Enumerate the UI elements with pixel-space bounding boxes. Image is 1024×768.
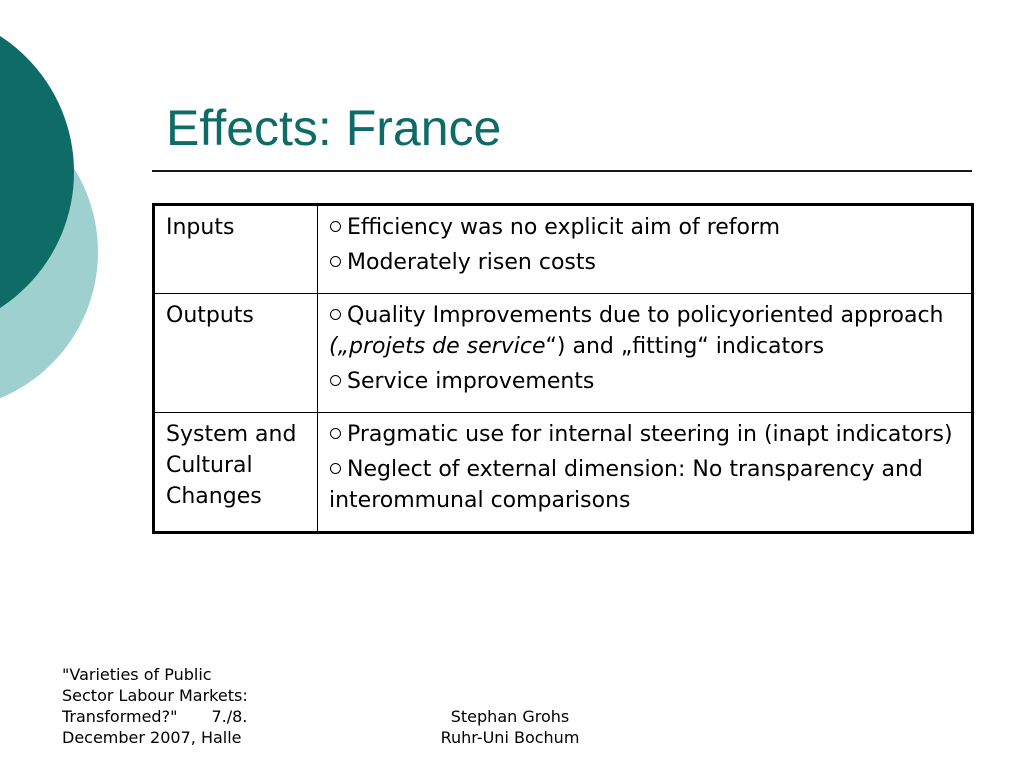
circle-bullet-icon bbox=[330, 463, 341, 474]
bullet-item bbox=[329, 247, 961, 278]
title-divider bbox=[152, 170, 972, 172]
circle-bullet-icon bbox=[330, 428, 341, 439]
bullet-text: Efficiency was no explicit aim of reform bbox=[347, 215, 781, 240]
bullet-text: Quality Improvements due to policyoriented approach bbox=[347, 303, 944, 328]
row-label: Inputs bbox=[154, 205, 318, 294]
bullet-text: Moderately risen costs bbox=[347, 250, 596, 275]
footer-dates: 7./8. bbox=[211, 707, 248, 726]
footer-author bbox=[410, 706, 610, 748]
bullet-item bbox=[329, 212, 961, 243]
bullet-item bbox=[329, 300, 961, 362]
bullet-item bbox=[329, 366, 961, 397]
circle-bullet-icon bbox=[330, 256, 341, 267]
bullet-text: “) and „fitting“ indicators bbox=[545, 334, 825, 359]
bullet-item bbox=[329, 454, 961, 516]
circle-bullet-icon bbox=[330, 375, 341, 386]
table-row-system-cultural bbox=[154, 413, 973, 533]
effects-table bbox=[152, 203, 974, 534]
row-label: Outputs bbox=[154, 294, 318, 413]
bullet-text: Pragmatic use for internal steering in (inapt indicators) bbox=[347, 422, 953, 447]
footer-line: Sector Labour Markets: bbox=[62, 686, 248, 705]
bullet-item bbox=[329, 419, 961, 450]
row-content bbox=[318, 294, 973, 413]
decorative-circles bbox=[0, 0, 110, 420]
row-content bbox=[318, 413, 973, 533]
footer-line: December 2007, Halle bbox=[62, 728, 242, 747]
footer-affiliation: Ruhr-Uni Bochum bbox=[440, 728, 580, 747]
bullet-text: Neglect of external dimension: No transparency and interommunal comparisons bbox=[329, 457, 923, 513]
table-row-inputs bbox=[154, 205, 973, 294]
footer-author-name: Stephan Grohs bbox=[450, 707, 570, 726]
footer-event bbox=[62, 664, 322, 748]
circle-bullet-icon bbox=[330, 221, 341, 232]
footer-line: Transformed?" bbox=[62, 707, 178, 726]
row-content bbox=[318, 205, 973, 294]
bullet-text: Service improvements bbox=[347, 369, 595, 394]
slide-title: Effects: France bbox=[166, 100, 502, 156]
row-label: System and Cultural Changes bbox=[154, 413, 318, 533]
footer-line: "Varieties of Public bbox=[62, 665, 212, 684]
table-row-outputs bbox=[154, 294, 973, 413]
bullet-text-italic: („projets de service bbox=[329, 334, 546, 359]
circle-bullet-icon bbox=[330, 309, 341, 320]
